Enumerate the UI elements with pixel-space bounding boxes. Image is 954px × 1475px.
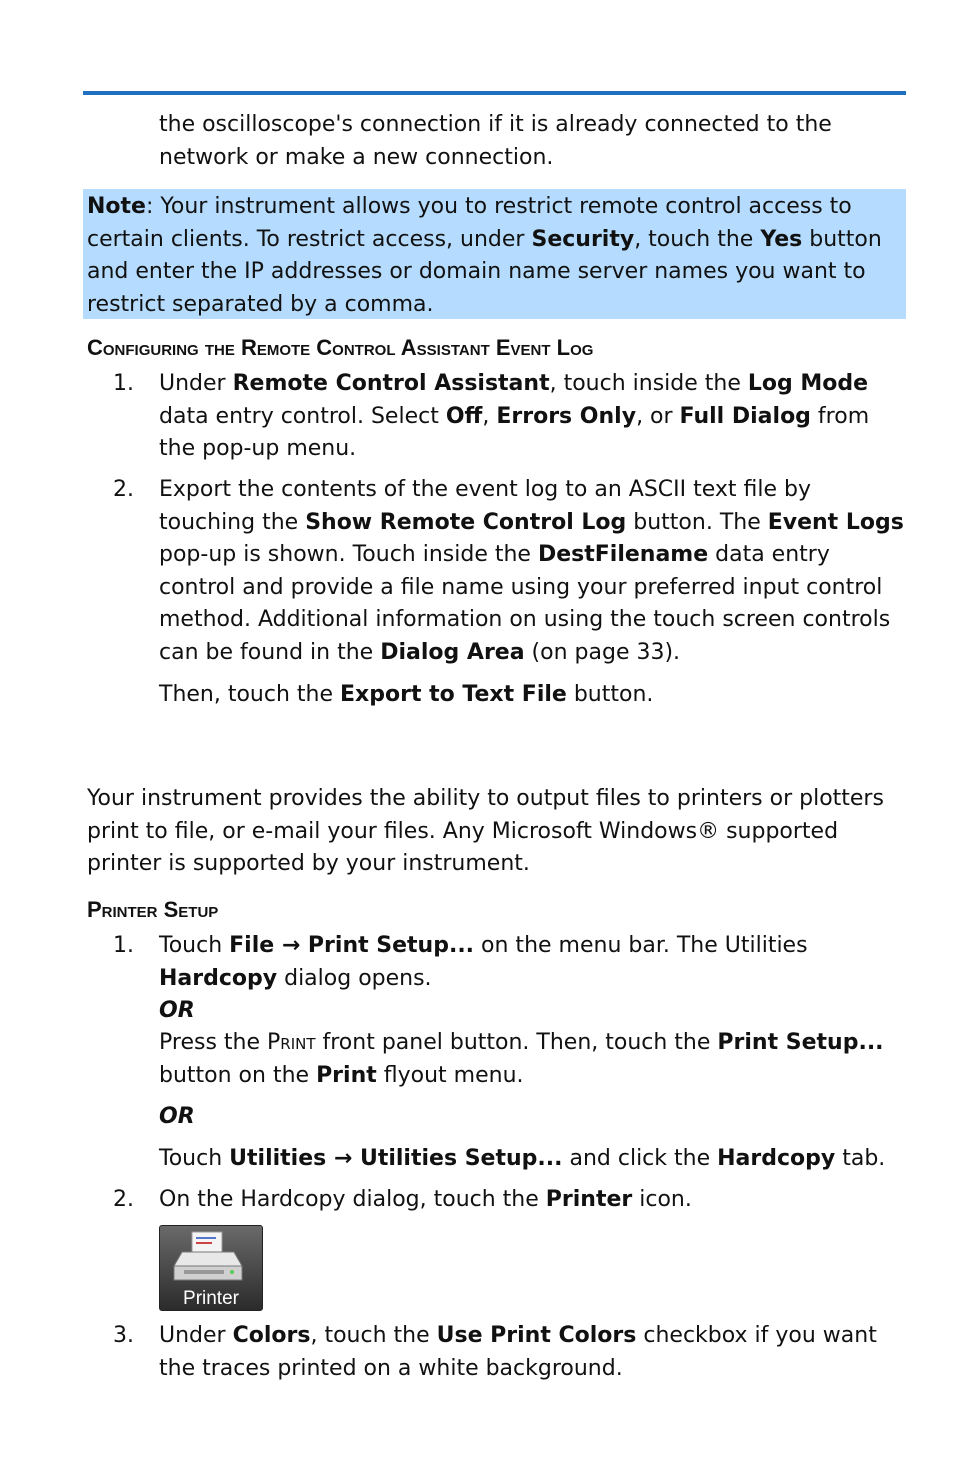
intro-line-2: network or make a new connection.	[159, 144, 554, 170]
then-export-paragraph: Then, touch the Export to Text File button.	[159, 682, 654, 707]
or-separator: OR	[159, 1104, 195, 1129]
step-1-printer-setup: Touch File → Print Setup... on the menu bar. The Utilities Hardcopy dialog opens.	[159, 933, 808, 991]
touch-utilities-paragraph: Touch Utilities → Utilities Setup... and click the Hardcopy tab.	[159, 1146, 886, 1171]
step-number: 3.	[113, 1323, 134, 1348]
or-separator: OR	[159, 998, 195, 1023]
section-heading-event-log: Configuring the Remote Control Assistant Event Log	[87, 335, 594, 360]
printer-button-label: Printer	[183, 1288, 239, 1309]
note-text: button and enter the IP addresses or domain name server names you want to restrict separated by a comma.	[87, 226, 882, 317]
header-rule	[83, 91, 906, 95]
press-print-paragraph: Press the Print front panel button. Then, touch the Print Setup... button on the Print flyout menu.	[159, 1030, 884, 1088]
note-box	[83, 189, 906, 319]
printer-button[interactable]	[159, 1225, 263, 1311]
note-text: , touch the	[634, 226, 761, 252]
note-label: Note	[87, 194, 146, 219]
step-1-event-log: Under Remote Control Assistant, touch inside the Log Mode data entry control. Select Off, Errors Only, or Full Dialog from the pop-up menu.	[159, 371, 870, 461]
step-3-printer-setup: Under Colors, touch the Use Print Colors checkbox if you want the traces printed on a white background.	[159, 1323, 877, 1381]
note-security: Security	[531, 226, 635, 252]
step-number: 2.	[113, 477, 134, 502]
intro-line-1: the oscilloscope's connection if it is already connected to the	[159, 112, 832, 137]
intro-paragraph	[159, 109, 904, 174]
printing-intro-paragraph: Your instrument provides the ability to output files to printers or plotters print to file, or e-mail your files. Any Microsoft Windows® supported printer is supported by your instrument.	[87, 786, 884, 876]
step-2-event-log: Export the contents of the event log to an ASCII text file by touching the Show Remote Control Log button. The Event Logs pop-up is shown. Touch inside the DestFilename data entry control and provide a file name using your preferred input control method. Additional information on using the touch screen controls can be found in the Dialog Area (on page 33).	[159, 477, 904, 665]
step-number: 1.	[113, 371, 134, 396]
step-number: 1.	[113, 933, 134, 958]
printer-icon	[160, 1226, 263, 1290]
note-text: : Your instrument allows you to restrict remote control access to certain clients. To restrict access, under	[87, 194, 852, 252]
step-2-printer-setup: On the Hardcopy dialog, touch the Printer icon.	[159, 1187, 692, 1212]
note-yes: Yes	[760, 226, 803, 252]
section-heading-printer-setup: Printer Setup	[87, 897, 219, 922]
step-number: 2.	[113, 1187, 134, 1212]
